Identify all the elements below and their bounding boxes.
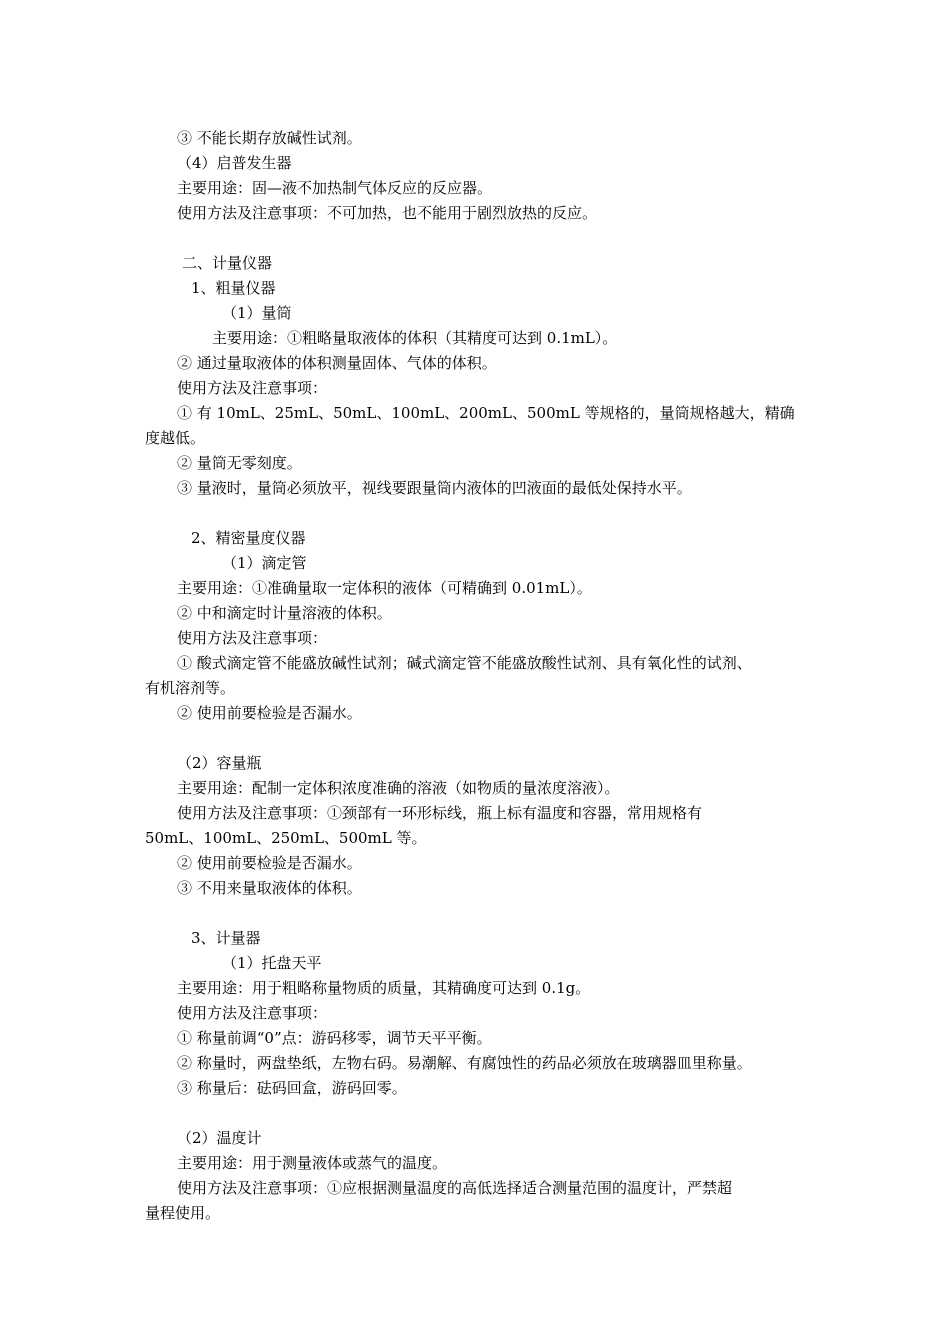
- text-line: ① 有 10mL、25mL、50mL、100mL、200mL、500mL 等规格的，量筒规格越大，精确: [177, 404, 795, 422]
- subsection-heading: 2、精密量度仪器: [191, 529, 306, 547]
- item-heading: （1）滴定管: [222, 554, 307, 572]
- text-line: 主要用途：用于测量液体或蒸气的温度。: [177, 1154, 448, 1172]
- item-heading: （1）量筒: [222, 304, 292, 322]
- text-line: ③ 不能长期存放碱性试剂。: [177, 129, 362, 147]
- text-line: 度越低。: [145, 429, 206, 447]
- text-line: ① 称量前调“0”点：游码移零，调节天平平衡。: [177, 1029, 492, 1047]
- text-line: ② 使用前要检验是否漏水。: [177, 854, 362, 872]
- subsection-heading: （4）启普发生器: [177, 154, 292, 172]
- subsection-heading: 1、粗量仪器: [191, 279, 276, 297]
- text-line: ② 使用前要检验是否漏水。: [177, 704, 362, 722]
- text-line: 使用方法及注意事项：: [177, 1004, 328, 1022]
- subsection-heading: 3、计量器: [191, 929, 261, 947]
- text-line: ② 通过量取液体的体积测量固体、气体的体积。: [177, 354, 497, 372]
- text-line: ③ 不用来量取液体的体积。: [177, 879, 362, 897]
- text-line: 使用方法及注意事项：①应根据测量温度的高低选择适合测量范围的温度计，严禁超: [177, 1179, 733, 1197]
- text-line: 主要用途：用于粗略称量物质的质量，其精确度可达到 0.1g。: [177, 979, 591, 997]
- text-line: 使用方法及注意事项：①颈部有一环形标线，瓶上标有温度和容器，常用规格有: [177, 804, 703, 822]
- text-line: 使用方法及注意事项：: [177, 379, 328, 397]
- text-line: 主要用途：①准确量取一定体积的液体（可精确到 0.01mL）。: [177, 579, 592, 597]
- item-heading: （2）容量瓶: [177, 754, 262, 772]
- text-line: 量程使用。: [145, 1204, 221, 1222]
- text-line: ③ 称量后：砝码回盒，游码回零。: [177, 1079, 407, 1097]
- text-line: ② 称量时，两盘垫纸，左物右码。易潮解、有腐蚀性的药品必须放在玻璃器皿里称量。: [177, 1054, 752, 1072]
- text-line: 50mL、100mL、250mL、500mL 等。: [145, 829, 427, 847]
- text-line: ① 酸式滴定管不能盛放碱性试剂；碱式滴定管不能盛放酸性试剂、具有氧化性的试剂、: [177, 654, 752, 672]
- text-line: 主要用途：①粗略量取液体的体积（其精度可达到 0.1mL）。: [212, 329, 618, 347]
- text-line: 主要用途：配制一定体积浓度准确的溶液（如物质的量浓度溶液）。: [177, 779, 620, 797]
- text-line: ② 中和滴定时计量溶液的体积。: [177, 604, 392, 622]
- text-line: 使用方法及注意事项：不可加热，也不能用于剧烈放热的反应。: [177, 204, 598, 222]
- section-heading: 二、计量仪器: [182, 254, 273, 272]
- text-line: 主要用途：固—液不加热制气体反应的反应器。: [177, 179, 493, 197]
- text-line: ③ 量液时，量筒必须放平，视线要跟量筒内液体的凹液面的最低处保持水平。: [177, 479, 692, 497]
- item-heading: （1）托盘天平: [222, 954, 322, 972]
- text-line: 有机溶剂等。: [145, 679, 236, 697]
- text-line: ② 量筒无零刻度。: [177, 454, 302, 472]
- item-heading: （2）温度计: [177, 1129, 262, 1147]
- text-line: 使用方法及注意事项：: [177, 629, 328, 647]
